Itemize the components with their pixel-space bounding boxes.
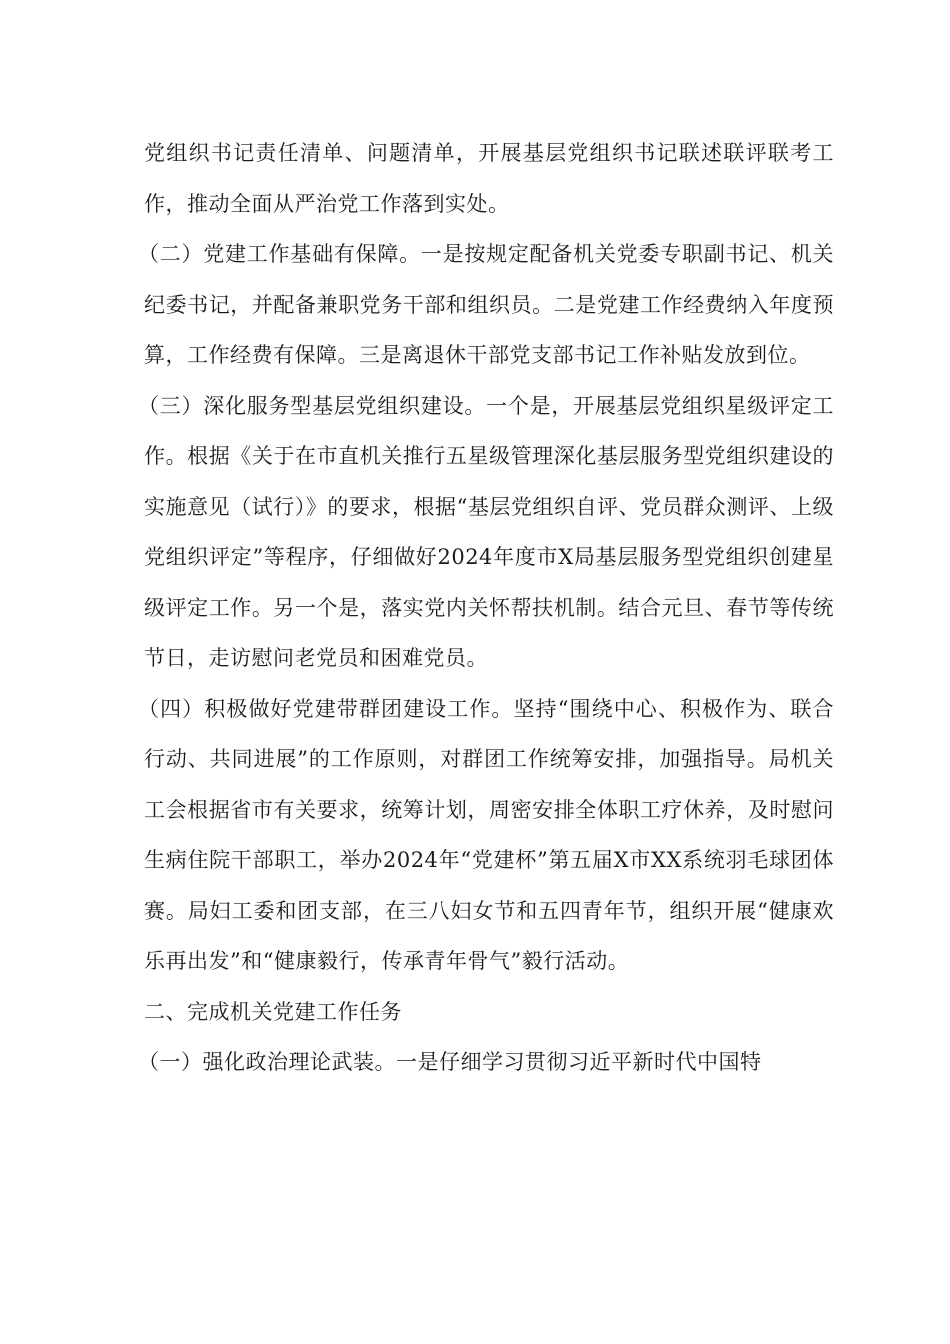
paragraph-continuation: 党组织书记责任清单、问题清单，开展基层党组织书记联述联评联考工作，推动全面从严治党工作落到实处。: [144, 141, 834, 216]
document-body: [138, 128, 834, 1088]
paragraph-section-3: （三）深化服务型基层党组织建设。一个是，开展基层党组织星级评定工作。根据《关于在市直机关推行五星级管理深化基层服务型党组织建设的实施意见（试行）》的要求，根据“基层党组织自评、党员群众测评、上级党组织评定”等程序，仔细做好2024年度市X局基层服务型党组织创建星级评定工作。另一个是，落实党内关怀帮扶机制。结合元旦、春节等传统节日，走访慰问老党员和困难党员。: [138, 393, 834, 670]
section-heading: 二、完成机关党建工作任务: [144, 999, 402, 1024]
paragraph-section-4: （四）积极做好党建带群团建设工作。坚持“围绕中心、积极作为、联合行动、共同进展”的工作原则，对群团工作统筹安排，加强指导。局机关工会根据省市有关要求，统筹计划，周密安排全体职工疗休养，及时慰问生病住院干部职工，举办2024年“党建杯”第五届X市XX系统羽毛球团体赛。局妇工委和团支部，在三八妇女节和五四青年节，组织开展“健康欢乐再出发”和“健康毅行，传承青年骨气”毅行活动。: [138, 696, 834, 973]
paragraph-section-2: （二）党建工作基础有保障。一是按规定配备机关党委专职副书记、机关纪委书记，并配备兼职党务干部和组织员。二是党建工作经费纳入年度预算，工作经费有保障。三是离退休干部党支部书记工作补贴发放到位。: [138, 242, 834, 367]
paragraph-subsection-1: （一）强化政治理论武装。一是仔细学习贯彻习近平新时代中国特: [138, 1050, 762, 1074]
